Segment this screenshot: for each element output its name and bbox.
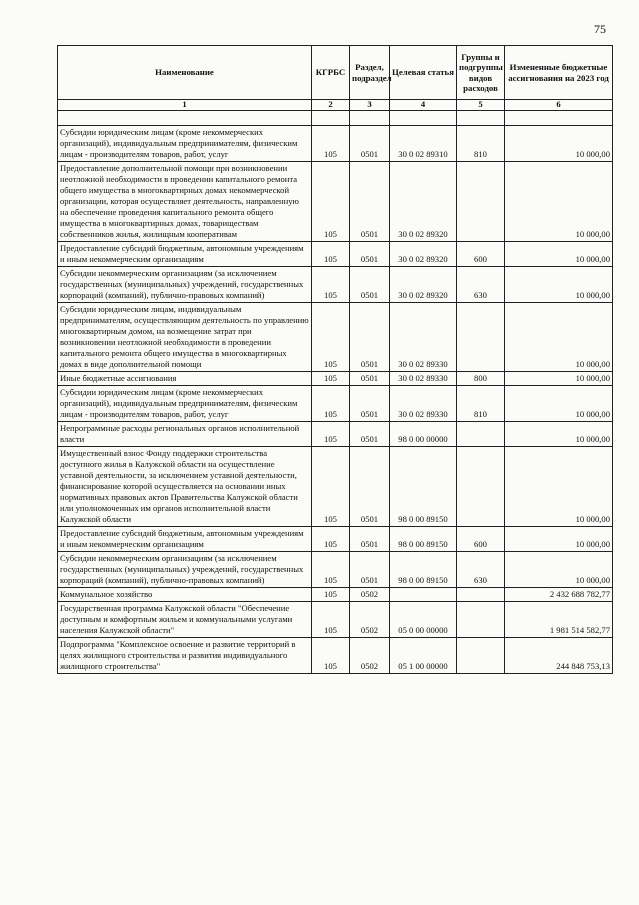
cell-name: Коммунальное хозяйство [58, 588, 312, 602]
cell-section: 0501 [350, 372, 390, 386]
cell-name: Государственная программа Калужской области "Обеспечение доступным и комфортным жильем и коммунальными услугами населения Калужской области" [58, 602, 312, 638]
table-row [58, 162, 613, 242]
cell-target: 30 0 02 89330 [390, 372, 457, 386]
table-row [58, 638, 613, 674]
column-numbers-row [58, 100, 613, 111]
budget-table [57, 45, 613, 674]
header-name: Наименование [58, 46, 312, 100]
table-row [58, 242, 613, 267]
cell-group: 600 [457, 527, 505, 552]
table-body [58, 126, 613, 674]
cell-group: 600 [457, 242, 505, 267]
cell-amount: 2 432 688 782,77 [505, 588, 613, 602]
cell-section: 0501 [350, 527, 390, 552]
cell-group [457, 162, 505, 242]
cell-name: Предоставление субсидий бюджетным, автономным учреждениям и иным некоммерческим организациям [58, 242, 312, 267]
spacer-row [58, 111, 613, 126]
cell-amount: 10 000,00 [505, 422, 613, 447]
cell-section: 0502 [350, 638, 390, 674]
cell-amount: 1 981 514 582,77 [505, 602, 613, 638]
header-groups: Группы и подгруппы видов расходов [457, 46, 505, 100]
cell-group [457, 422, 505, 447]
cell-amount: 10 000,00 [505, 372, 613, 386]
cell-amount: 10 000,00 [505, 447, 613, 527]
cell-group [457, 638, 505, 674]
cell-section: 0501 [350, 126, 390, 162]
cell-group [457, 447, 505, 527]
cell-amount: 10 000,00 [505, 386, 613, 422]
cell-amount: 244 848 753,13 [505, 638, 613, 674]
cell-name: Иные бюджетные ассигнования [58, 372, 312, 386]
cell-section: 0501 [350, 447, 390, 527]
cell-amount: 10 000,00 [505, 527, 613, 552]
cell-name: Имущественный взнос Фонду поддержки строительства доступного жилья в Калужской области на осуществление уставной деятельности, за исключением уставной деятельности, финансирование которой осуществляется на основании иных нормативных правовых актов Правительства Калужской области или уполномоченных им органов исполнительной власти Калужской области [58, 447, 312, 527]
cell-amount: 10 000,00 [505, 303, 613, 372]
cell-group: 810 [457, 386, 505, 422]
cell-target: 98 0 00 89150 [390, 447, 457, 527]
cell-target: 30 0 02 89320 [390, 267, 457, 303]
column-number: 3 [350, 100, 390, 111]
column-number: 4 [390, 100, 457, 111]
header-amount: Измененные бюджетные ассигнования на 2023 год [505, 46, 613, 100]
cell-section: 0501 [350, 386, 390, 422]
cell-grbs: 105 [312, 267, 350, 303]
cell-grbs: 105 [312, 588, 350, 602]
cell-section: 0501 [350, 242, 390, 267]
cell-grbs: 105 [312, 527, 350, 552]
page-number: 75 [594, 22, 606, 36]
cell-section: 0501 [350, 422, 390, 447]
cell-grbs: 105 [312, 638, 350, 674]
cell-name: Подпрограмма "Комплексное освоение и развитие территорий в целях жилищного строительства и развития индивидуального жилищного строительства" [58, 638, 312, 674]
cell-group: 630 [457, 267, 505, 303]
column-number: 5 [457, 100, 505, 111]
cell-section: 0501 [350, 162, 390, 242]
cell-amount: 10 000,00 [505, 162, 613, 242]
cell-target: 30 0 02 89320 [390, 242, 457, 267]
cell-group: 810 [457, 126, 505, 162]
header-target: Целевая статья [390, 46, 457, 100]
cell-target: 98 0 00 89150 [390, 552, 457, 588]
cell-name: Субсидии юридическим лицам (кроме некоммерческих организаций), индивидуальным предпринимателям, физическим лицам - производителям товаров, работ, услуг [58, 126, 312, 162]
table-row [58, 386, 613, 422]
cell-target: 30 0 02 89330 [390, 303, 457, 372]
cell-grbs: 105 [312, 303, 350, 372]
cell-grbs: 105 [312, 126, 350, 162]
cell-grbs: 105 [312, 447, 350, 527]
cell-target: 30 0 02 89310 [390, 126, 457, 162]
cell-target [390, 588, 457, 602]
cell-group: 800 [457, 372, 505, 386]
cell-amount: 10 000,00 [505, 552, 613, 588]
header-grbs: КГРБС [312, 46, 350, 100]
cell-grbs: 105 [312, 422, 350, 447]
cell-group: 630 [457, 552, 505, 588]
cell-name: Субсидии некоммерческим организациям (за исключением государственных (муниципальных) учреждений, государственных корпораций (компаний), публично-правовых компаний) [58, 552, 312, 588]
column-number: 1 [58, 100, 312, 111]
cell-section: 0502 [350, 602, 390, 638]
cell-section: 0502 [350, 588, 390, 602]
header-section: Раздел, подраздел [350, 46, 390, 100]
cell-target: 30 0 02 89330 [390, 386, 457, 422]
column-number: 2 [312, 100, 350, 111]
table-row [58, 372, 613, 386]
cell-target: 98 0 00 00000 [390, 422, 457, 447]
cell-target: 05 0 00 00000 [390, 602, 457, 638]
cell-name: Непрограммные расходы региональных органов исполнительной власти [58, 422, 312, 447]
cell-section: 0501 [350, 267, 390, 303]
cell-grbs: 105 [312, 372, 350, 386]
cell-target: 98 0 00 89150 [390, 527, 457, 552]
table-row [58, 126, 613, 162]
cell-section: 0501 [350, 303, 390, 372]
cell-grbs: 105 [312, 602, 350, 638]
table-row [58, 552, 613, 588]
cell-name: Субсидии юридическим лицам (кроме некоммерческих организаций), индивидуальным предпринимателям, физическим лицам - производителям товаров, работ, услуг [58, 386, 312, 422]
table-header-row [58, 46, 613, 100]
cell-group [457, 588, 505, 602]
cell-name: Предоставление дополнительной помощи при возникновении неотложной необходимости в проведении капитального ремонта общего имущества в многоквартирных домах некоммерческой организации, которая осуществляет деятельность, направленную на обеспечение проведения капитального ремонта общего имущества в многоквартирных домах, товариществам собственников жилья, жилищным кооперативам [58, 162, 312, 242]
table-row [58, 303, 613, 372]
cell-grbs: 105 [312, 162, 350, 242]
cell-target: 05 1 00 00000 [390, 638, 457, 674]
cell-target: 30 0 02 89320 [390, 162, 457, 242]
cell-section: 0501 [350, 552, 390, 588]
table-row [58, 422, 613, 447]
cell-grbs: 105 [312, 386, 350, 422]
table-row [58, 447, 613, 527]
cell-group [457, 602, 505, 638]
cell-grbs: 105 [312, 242, 350, 267]
cell-name: Субсидии некоммерческим организациям (за исключением государственных (муниципальных) учреждений, государственных корпораций (компаний), публично-правовых компаний) [58, 267, 312, 303]
table-row [58, 602, 613, 638]
cell-name: Субсидии юридическим лицам, индивидуальным предпринимателям, осуществляющим деятельность по управлению многоквартирным домом, на возмещение затрат при возникновении неотложной необходимости в проведении капитального ремонта общего имущества в многоквартирных домах в виде дополнительной помощи [58, 303, 312, 372]
table-row [58, 267, 613, 303]
cell-amount: 10 000,00 [505, 126, 613, 162]
column-number: 6 [505, 100, 613, 111]
cell-grbs: 105 [312, 552, 350, 588]
cell-group [457, 303, 505, 372]
table-row [58, 588, 613, 602]
table-row [58, 527, 613, 552]
cell-amount: 10 000,00 [505, 267, 613, 303]
cell-name: Предоставление субсидий бюджетным, автономным учреждениям и иным некоммерческим организациям [58, 527, 312, 552]
cell-amount: 10 000,00 [505, 242, 613, 267]
